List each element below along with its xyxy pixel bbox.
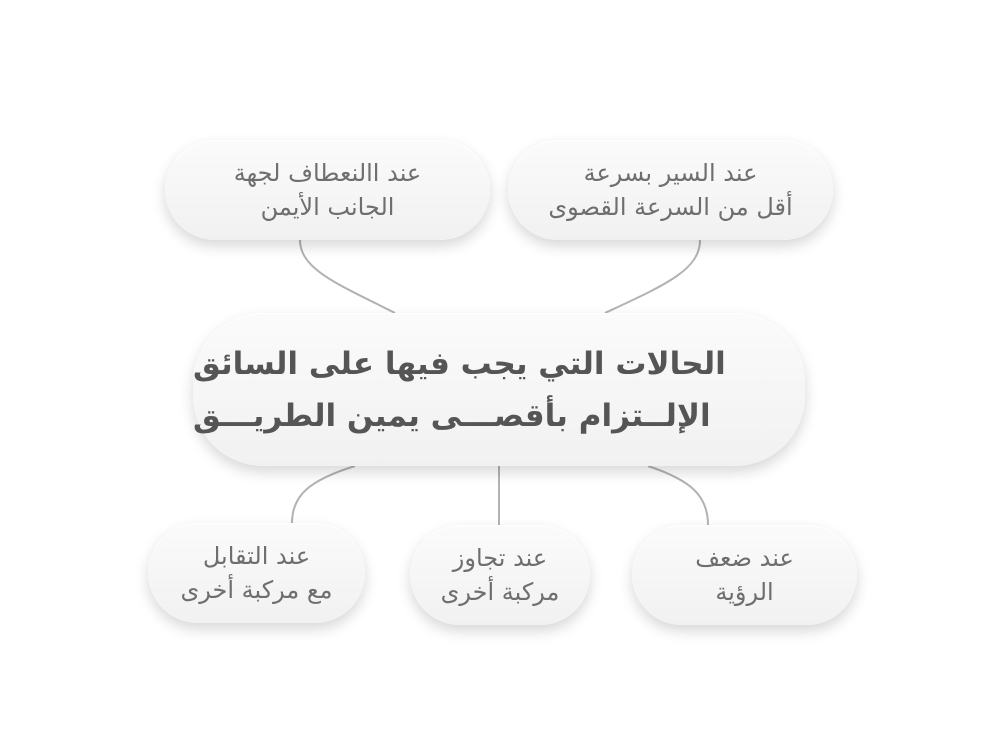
node-right-turn-line1: عند االنعطاف لجهة [233, 159, 422, 187]
node-being-overtaken [410, 525, 590, 625]
node-oncoming-vehicle-line2: مع مركبة أخرى [180, 576, 333, 604]
node-right-turn-line2: الجانب الأيمن [260, 193, 395, 221]
connector-bottom-right [648, 466, 708, 525]
connector-top-left [300, 240, 395, 313]
node-low-visibility-line1: عند ضعف [695, 544, 794, 572]
node-low-visibility [632, 525, 857, 625]
node-right-turn [165, 140, 490, 240]
node-slow-speed [508, 140, 833, 240]
center-title-node [193, 313, 805, 466]
center-title-line1: الحالات التي يجب فيها على السائق [193, 345, 726, 382]
node-low-visibility-line2: الرؤية [715, 578, 774, 606]
node-oncoming-vehicle-line1: عند التقابل [202, 542, 311, 570]
connector-bottom-left [292, 466, 355, 523]
connector-top-right [605, 240, 700, 313]
node-slow-speed-line1: عند السير بسرعة [583, 159, 758, 187]
node-slow-speed-line2: أقل من السرعة القصوى [548, 193, 793, 221]
center-title-line2: الإلــتزام بأقصـــى يمين الطريـــق [193, 397, 711, 434]
node-oncoming-vehicle [148, 523, 365, 623]
node-being-overtaken-line1: عند تجاوز [452, 544, 548, 572]
node-being-overtaken-line2: مركبة أخرى [440, 578, 560, 606]
